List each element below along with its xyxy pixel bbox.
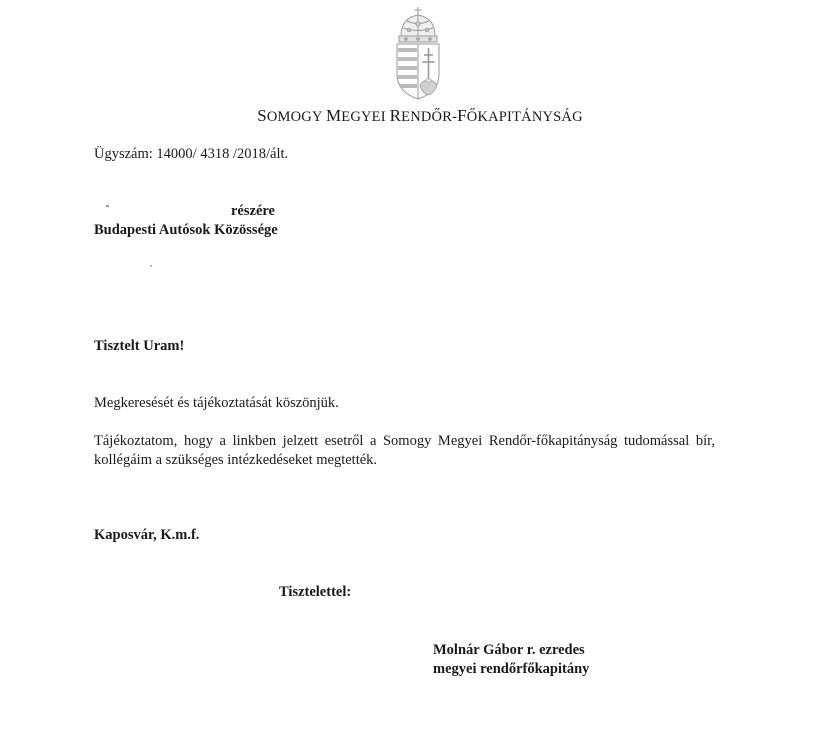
org-name-part: ENDŐR- [401,109,458,125]
org-name-part: OMOGY [266,109,326,125]
place-and-date: Kaposvár, K.m.f. [94,527,200,543]
redaction-mark [150,265,152,267]
initial-letter: M [325,106,342,125]
org-name-part: EGYEI [341,109,390,125]
org-name-part: ŐKAPITÁNYSÁG [466,109,583,125]
salutation: Tisztelt Uram! [94,338,185,354]
case-reference-number: Ügyszám: 14000/ 4318 /2018/ált. [94,146,289,162]
signatory-title: megyei rendőrfőkapitány [433,661,590,677]
redaction-mark [106,205,109,207]
body-paragraph-1: Megkeresését és tájékoztatását köszönjük. [94,395,339,411]
body-paragraph-2: Tájékoztatom, hogy a linkben jelzett esetről a Somogy Megyei Rendőr-főkapitányság tudomással bír, kollégáim a szükséges intézkedéseket megtették. [94,433,715,468]
initial-letter: F [457,106,467,125]
closing-regards: Tisztelettel: [279,584,352,600]
hungarian-coat-of-arms-icon [393,6,443,100]
recipient-name: Budapesti Autósok Közössége [94,222,278,238]
initial-letter: S [257,106,267,125]
initial-letter: R [389,106,402,125]
signatory-name: Molnár Gábor r. ezredes [433,642,585,658]
organization-name [0,106,815,126]
recipient-role: részére [231,203,275,219]
